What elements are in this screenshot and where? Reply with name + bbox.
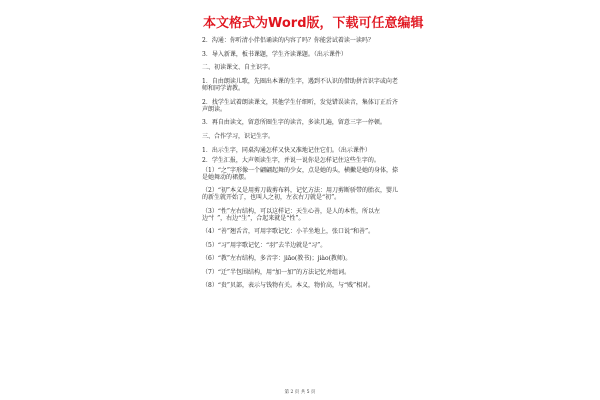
section-heading: 三、合作学习，识记生字。 — [202, 132, 275, 140]
paragraph: 1．自由朗读儿歌，先圈出本课的生字，遇到不认识的借助拼音识字或向老师和同学请教。 — [202, 78, 398, 92]
paragraph: （6）“教”左右结构，多音字：jiāo(教书)；jiào(教师)。 — [202, 255, 352, 262]
paragraph: （2）“初”本义是用剪刀裁剪布料，记忆方法：用刀剪断骄带的胎衣，婴儿的新生就开始了，也叫人之初，左衣右刀就是“初”。 — [202, 187, 398, 201]
paragraph: （3）“性”左右结构，可以这样记：天生心善，是人的本性，所以左边“忄”，右边“生”，合起来就是“性”。 — [202, 207, 380, 222]
section-heading: 二、初读课文、自主识字。 — [202, 64, 275, 71]
paragraph: （7）“迁”半包围结构，用“加一加”的方法记忆并组词。 — [202, 268, 351, 276]
doc-header-title: 本文格式为Word版，下载可任意编辑 — [203, 16, 424, 31]
paragraph: 2．沟通：你听清小伴侣诵读的内容了吗？你能尝试着读一读吗？ — [202, 37, 374, 44]
paragraph: （8）“贵”贝部，表示与钱物有关。本义，物价高，与“贱”相对。 — [202, 282, 375, 289]
paragraph: 3．再自由读文，留意所圈生字的读音，多读几遍，留意三字一停顿。 — [202, 119, 386, 126]
page-footer: 第 2 页 共 5 页 — [284, 390, 316, 395]
paragraph: （5）“习”用字歌记忆：“羽”去半边就是“习”。 — [202, 241, 327, 249]
document-body — [202, 37, 400, 296]
paragraph: （1）“之”字形像一个翩翩起舞的少女，点是她的头，横撇是她的身体，捺是她舞动的裙摆。 — [202, 166, 398, 181]
paragraph: （4）“善”翘舌音，可用字歌记忆：小羊坐地上，张口说“和善”。 — [202, 228, 375, 235]
paragraph: 1．出示生字，同桌沟通怎样又快又准地记住它们。（出示课件） — [202, 146, 371, 154]
paragraph: 2．找学生试着朗读课文，其他学生仔细听，发觉错误读音，集体订正后齐声朗读。 — [202, 98, 398, 113]
paragraph: 2．学生汇报，大声领读生字，并说一说你是怎样记住这些生字的。 — [202, 156, 380, 164]
paragraph: 3．导入新课，板书课题，学生齐读课题。（出示课件） — [202, 50, 347, 58]
